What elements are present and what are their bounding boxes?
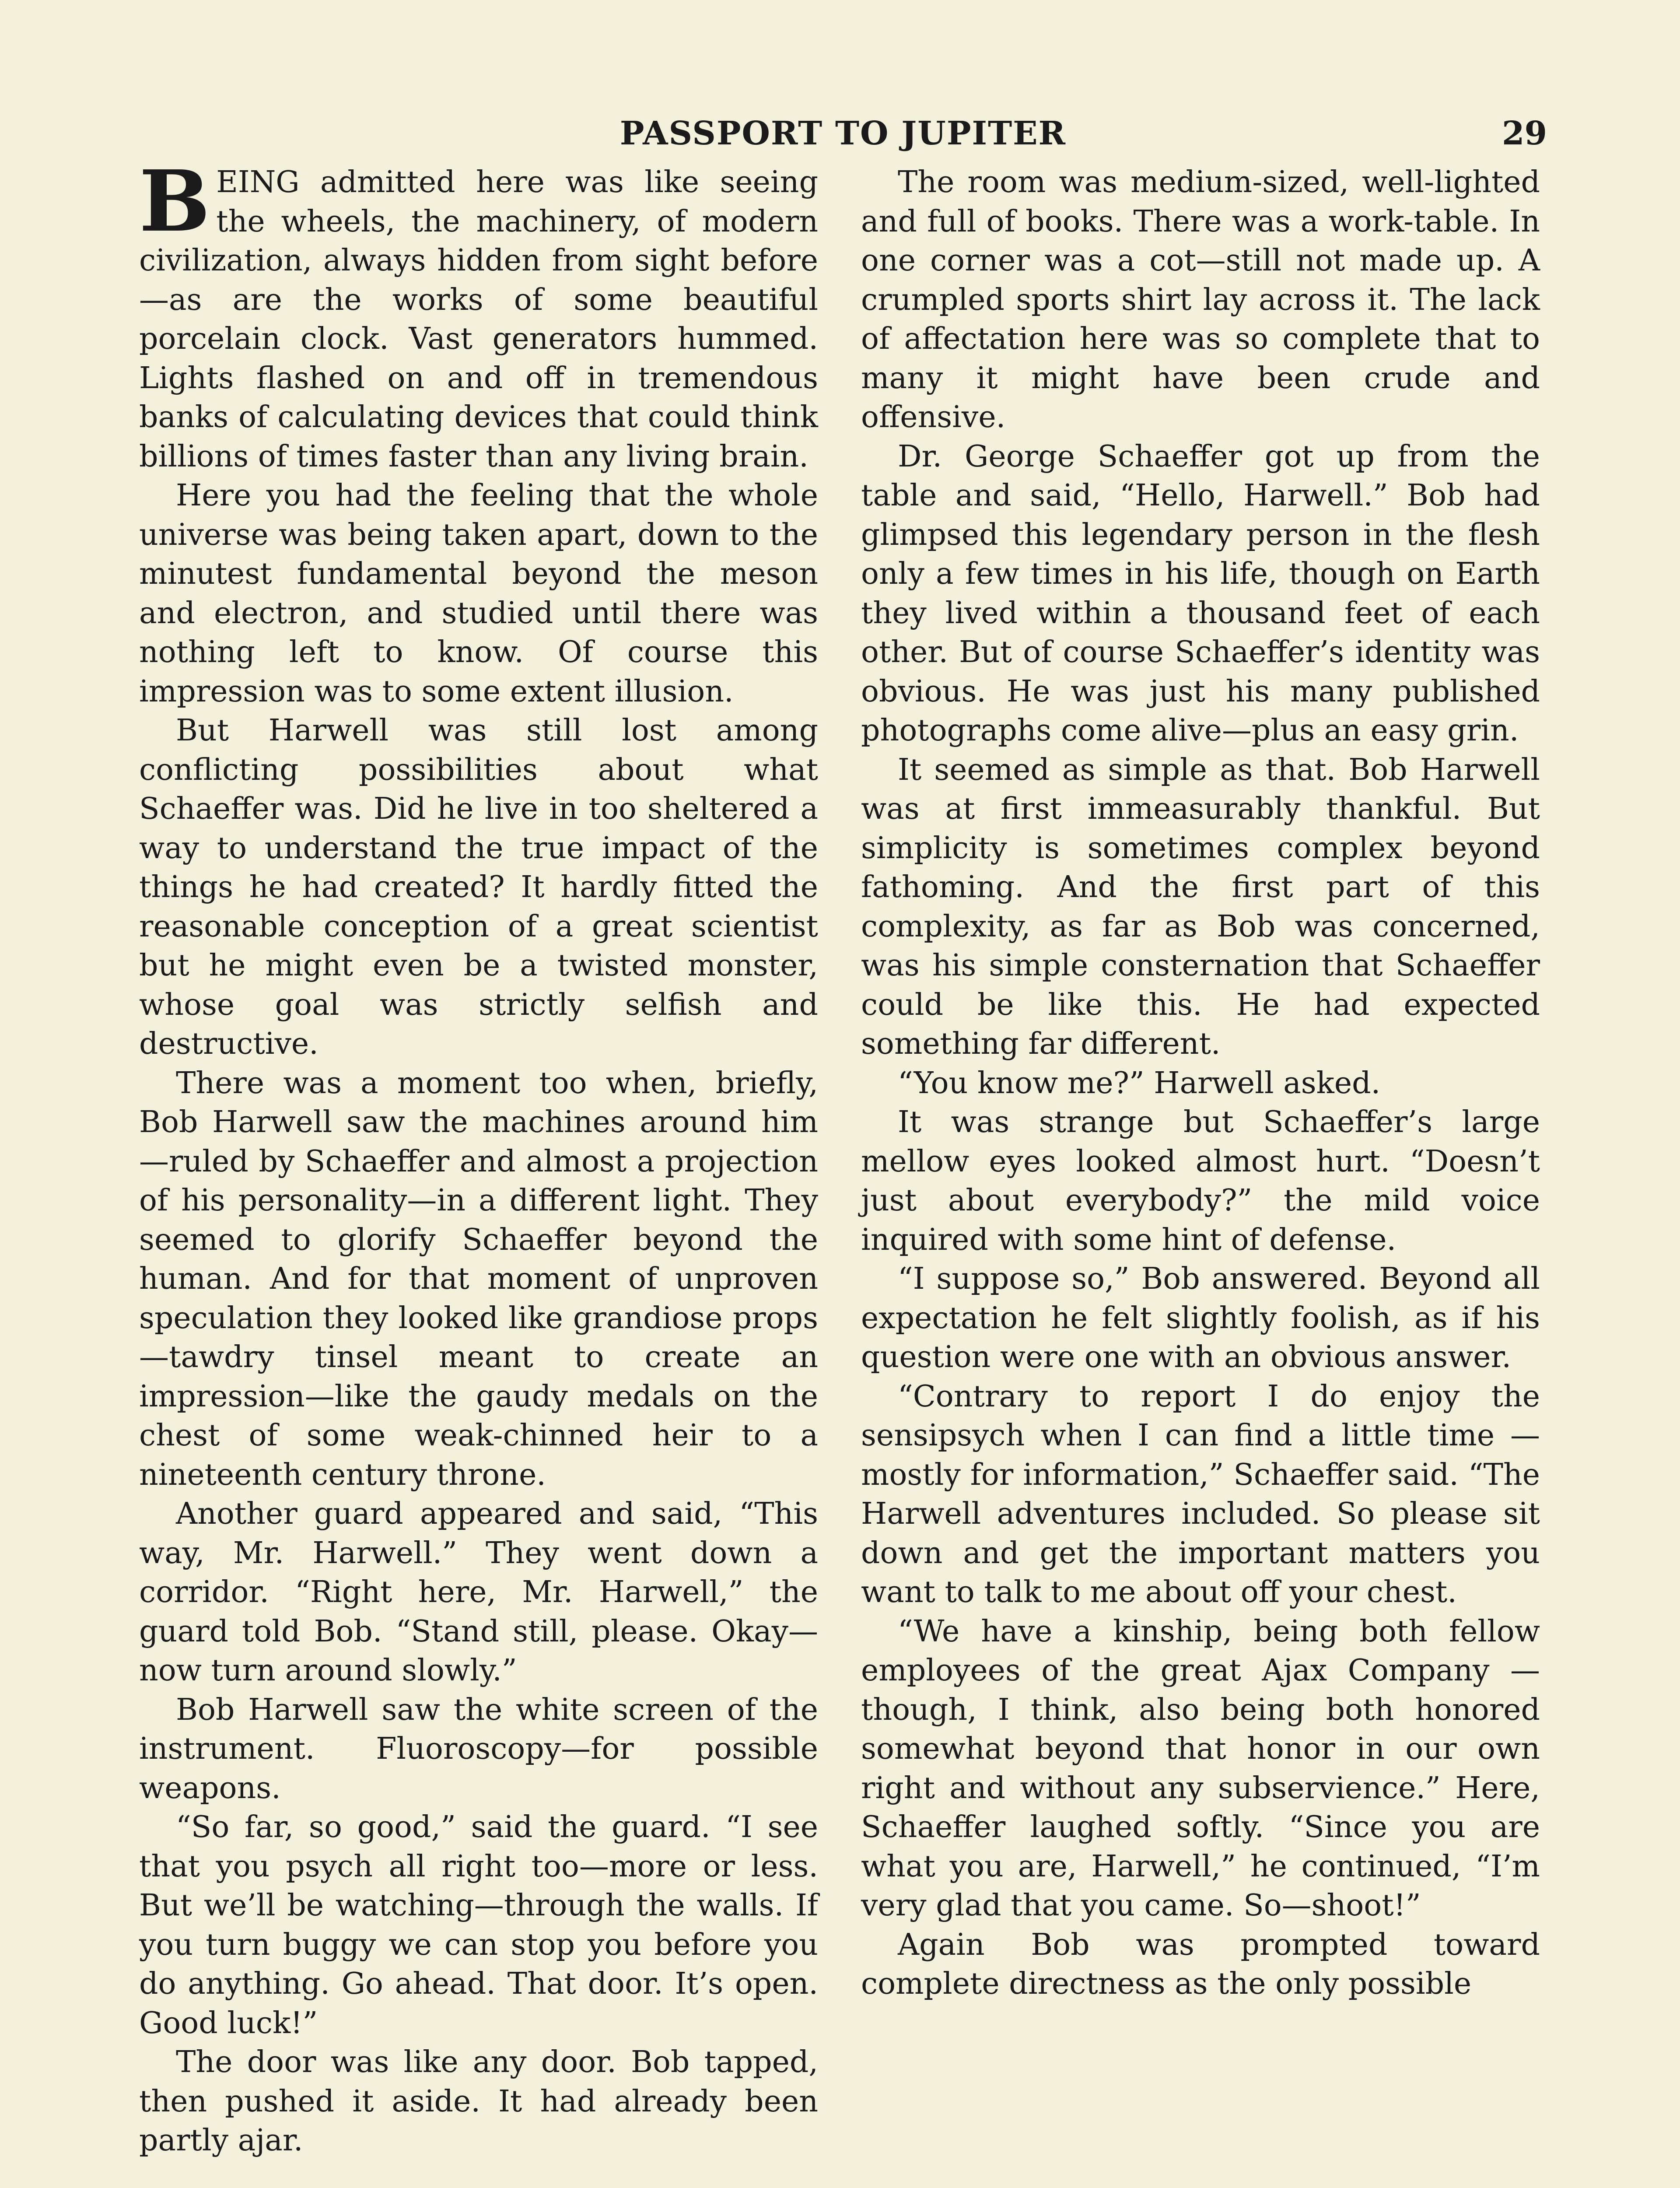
right-column bbox=[861, 163, 1540, 2004]
paragraph: It was strange but Schaeffer’s large mellow eyes looked almost hurt. “Doesn’t just about everybody?” the mild voice inquired with some hint of defense. bbox=[861, 1105, 1540, 1257]
running-title: PASSPORT TO JUPITER bbox=[620, 115, 1067, 152]
paragraph: “I suppose so,” Bob answered. Beyond all expectation he felt slightly foolish, as if his question were one with an obvious answer. bbox=[861, 1262, 1540, 1375]
running-header bbox=[139, 115, 1547, 158]
paragraph: Dr. George Schaeffer got up from the table and said, “Hello, Harwell.” Bob had glimpsed this legendary person in the flesh only a few times in his life, though on Earth they lived within a thousand feet of each other. But of course Schaeffer’s identity was obvious. He was just his many published photographs come alive—plus an easy grin. bbox=[861, 439, 1540, 748]
paragraph: Another guard appeared and said, “This way, Mr. Harwell.” They went down a corridor. “Right here, Mr. Harwell,” the guard told Bob. “Stand still, please. Okay—now turn around slowly.” bbox=[139, 1497, 818, 1688]
paragraph: There was a moment too when, briefly, Bob Harwell saw the machines around him—ruled by Schaeffer and almost a projection of his personality—in a different light. They seemed to glorify Schaeffer beyond the human. And for that moment of unproven speculation they looked like grandiose props—tawdry tinsel meant to create an impression—like the gaudy medals on the chest of some weak-chinned heir to a nineteenth century throne. bbox=[139, 1066, 818, 1492]
paragraph: Here you had the feeling that the whole universe was being taken apart, down to the minutest fundamental beyond the meson and electron, and studied until there was nothing left to know. Of course this impression was to some extent illusion. bbox=[139, 478, 818, 709]
paragraph: “Contrary to report I do enjoy the sensipsych when I can find a little time —mostly for information,” Schaeffer said. “The Harwell adventures included. So please sit down and get the important matters you want to talk to me about off your chest. bbox=[861, 1379, 1540, 1609]
paragraph: “We have a kinship, being both fellow employees of the great Ajax Company —though, I think, also being both honored somewhat beyond that honor in our own right and without any subservience.” Here, Schaeffer laughed softly. “Since you are what you are, Harwell,” he continued, “I’m very glad that you came. So—shoot!” bbox=[861, 1614, 1540, 1923]
opening-paragraph bbox=[139, 152, 818, 476]
paragraph: “You know me?” Harwell asked. bbox=[898, 1066, 1381, 1101]
page-number: 29 bbox=[1502, 115, 1547, 152]
paragraph: Bob Harwell saw the white screen of the instrument. Fluoroscopy—for possible weapons. bbox=[139, 1692, 818, 1806]
paragraph: The room was medium-sized, well-lighted and full of books. There was a work-table. In one corner was a cot—still not made up. A crumpled sports shirt lay across it. The lack of affectation here was so complete that to many it might have been crude and offensive. bbox=[861, 165, 1540, 435]
left-column bbox=[139, 152, 818, 2160]
paragraph: Again Bob was prompted toward complete directness as the only possible bbox=[861, 1927, 1540, 2001]
opening-paragraph-text: EING admitted here was like seeing the wheels, the machinery, of modern civilization, always hidden from sight before—as are the works of some beautiful porcelain clock. Vast generators hummed. Lights flashed on and off in tremendous banks of calculating devices that could think billions of times faster than any living brain. bbox=[139, 165, 818, 474]
drop-cap: B bbox=[139, 152, 210, 251]
paragraph: The door was like any door. Bob tapped, then pushed it aside. It had already been partly ajar. bbox=[139, 2045, 818, 2158]
paragraph: But Harwell was still lost among conflicting possibilities about what Schaeffer was. Did he live in too sheltered a way to understand the true impact of the things he had created? It hardly fitted the reasonable conception of a great scientist but he might even be a twisted monster, whose goal was strictly selfish and destructive. bbox=[139, 713, 818, 1061]
paragraph: It seemed as simple as that. Bob Harwell was at first immeasurably thankful. But simplicity is sometimes complex beyond fathoming. And the first part of this complexity, as far as Bob was concerned, was his simple consternation that Schaeffer could be like this. He had expected something far different. bbox=[861, 752, 1540, 1061]
paragraph: “So far, so good,” said the guard. “I see that you psych all right too—more or less. But we’ll be watching—through the walls. If you turn buggy we can stop you before you do anything. Go ahead. That door. It’s open. Good luck!” bbox=[139, 1810, 818, 2041]
